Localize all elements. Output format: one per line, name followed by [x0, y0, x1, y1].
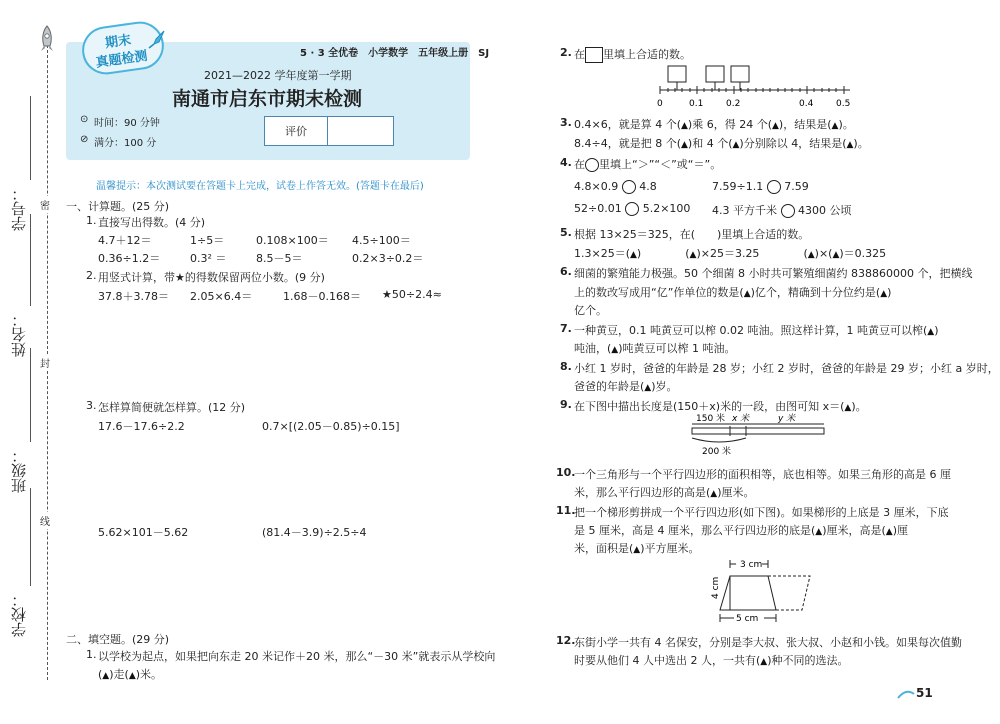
r-q10-line1: 一个三角形与一个平行四边形的面积相等，底也相等。如果三角形的高是 6 厘: [574, 468, 951, 481]
class-line: [30, 348, 31, 442]
r-q4-text: 在 里填上“＞”“＜”或“＝”。: [574, 158, 722, 171]
calc-item: 0.7×[(2.05－0.85)÷0.15]: [262, 420, 400, 433]
calc-item: 0.2×3÷0.2＝: [352, 252, 424, 265]
calc-item: 5.62×101－5.62: [98, 526, 189, 539]
calc-item: 8.5－5＝: [256, 252, 303, 265]
calc-item: ★50÷2.4≈: [382, 288, 442, 301]
trap-label-top: 3 cm: [740, 560, 763, 570]
calc-item: 4.5÷100＝: [352, 234, 411, 247]
compare-item: 7.59÷1.1 7.59: [712, 180, 809, 193]
r-q6-line1: 细菌的繁殖能力极强。50 个细菌 8 小时共可繁殖细菌约 838860000 个，把横线: [574, 267, 973, 280]
label-student-id: 学号：: [10, 186, 28, 231]
tick-label: 0.5: [836, 99, 851, 109]
rocket-icon: [38, 24, 56, 54]
calc-item: 0.108×100＝: [256, 234, 329, 247]
r-q10-line2: 米，那么平行四边形的高是(▲)厘米。: [574, 486, 755, 499]
r-q12-number: 12.: [556, 634, 576, 647]
tick-label: 0.4: [799, 99, 814, 109]
name-line: [30, 214, 31, 306]
binding-char-mi: 密: [40, 196, 50, 213]
exam-time: 时间：90 分钟: [94, 118, 160, 129]
trapezoid-diagram: [706, 556, 816, 628]
evaluation-label: 评价: [285, 125, 307, 138]
check-icon: ⊘: [80, 134, 89, 145]
calc-item: 1÷5＝: [190, 234, 225, 247]
q3-text: 怎样算简便就怎样算。(12 分): [98, 401, 246, 414]
r-q4-number: 4.: [560, 156, 572, 169]
label-name: 姓名：: [10, 312, 28, 357]
r-q5-items: 1.3×25＝(▲) (▲)×25＝3.25 (▲)×(▲)＝0.325: [574, 247, 887, 260]
r-q7-line1: 一种黄豆，0.1 吨黄豆可以榨 0.02 吨油。照这样计算，1 吨黄豆可以榨(▲): [574, 324, 939, 337]
tick-label: 0: [657, 99, 663, 109]
calc-item: (81.4－3.9)÷2.5÷4: [262, 526, 367, 539]
seg-label-200: 200 米: [702, 447, 732, 457]
badge-line2: 真题检测: [94, 48, 149, 71]
r-q6-number: 6.: [560, 265, 572, 278]
r-q7-line2: 吨油，(▲)吨黄豆可以榨 1 吨油。: [574, 342, 736, 355]
number-line-diagram: [654, 64, 854, 110]
r-q3-line1: 0.4×6，就是算 4 个(▲)乘 6，得 24 个(▲)，结果是(▲)。: [574, 118, 854, 131]
r-q11-line3: 米，面积是(▲)平方厘米。: [574, 542, 700, 555]
calc-item: 2.05×6.4＝: [190, 290, 253, 303]
q3-number: 3.: [86, 399, 97, 412]
r-q8-number: 8.: [560, 360, 572, 373]
label-school: 学校：: [10, 592, 28, 637]
seg-label-y: y 米: [778, 414, 796, 424]
compare-item: 52÷0.01 5.2×100: [574, 202, 691, 215]
circle-icon: [585, 158, 599, 172]
r-q11-number: 11.: [556, 504, 576, 517]
s2q1-line1: 以学校为起点，如果把向东走 20 米记作＋20 米，那么“－30 米”就表示从学校向: [98, 650, 496, 663]
r-q2-number: 2.: [560, 46, 572, 59]
r-q2-text: 在 里填上合适的数。: [574, 48, 691, 61]
label-class: 班级：: [10, 448, 28, 493]
calc-item: 0.3² ＝: [190, 252, 227, 265]
r-q6-line3: 亿个。: [574, 304, 607, 317]
calc-item: 4.7＋12＝: [98, 234, 152, 247]
r-q8-line2: 爸爸的年龄是(▲)岁。: [574, 380, 678, 393]
r-q10-number: 10.: [556, 466, 576, 479]
page-decoration-icon: [896, 686, 916, 700]
series-label: 5 · 3 全优卷 小学数学 五年级上册 SJ: [300, 48, 490, 59]
r-q12-line1: 东街小学一共有 4 名保安，分别是李大叔、张大叔、小赵和小钱。如果每次值勤: [574, 636, 962, 649]
page-number: 51: [916, 686, 933, 700]
exam-title: 南通市启东市期末检测: [172, 88, 363, 110]
tip-text: 温馨提示：本次测试要在答题卡上完成，试卷上作答无效。(答题卡在最后): [96, 181, 424, 192]
q2-text: 用竖式计算，带★的得数保留两位小数。(9 分): [98, 271, 325, 284]
r-q9-number: 9.: [560, 398, 572, 411]
seg-label-x: x 米: [732, 414, 750, 424]
rocket-badge-icon: [146, 28, 168, 50]
q1-number: 1.: [86, 214, 97, 227]
r-q7-number: 7.: [560, 322, 572, 335]
s2q1-number: 1.: [86, 648, 97, 661]
section1-title: 一、计算题。(25 分): [66, 200, 170, 213]
q1-text: 直接写出得数。(4 分): [98, 216, 206, 229]
compare-item: 4.8×0.9 4.8: [574, 180, 657, 193]
calc-item: 1.68－0.168＝: [283, 290, 361, 303]
section2-title: 二、填空题。(29 分): [66, 633, 170, 646]
term-label: 2021—2022 学年度第一学期: [204, 69, 352, 82]
trap-label-bottom: 5 cm: [736, 614, 759, 624]
r-q3-number: 3.: [560, 116, 572, 129]
r-q6-line2: 上的数改写成用“亿”作单位的数是(▲)亿个，精确到十分位约是(▲): [574, 286, 892, 299]
square-icon: [585, 47, 603, 63]
compare-item: 4.3 平方千米 4300 公顷: [712, 204, 852, 217]
student-id-line: [30, 96, 31, 180]
r-q9-text: 在下图中描出长度是(150＋x)米的一段，由图可知 x＝(▲)。: [574, 400, 867, 413]
r-q5-number: 5.: [560, 226, 572, 239]
tick-label: 0.1: [689, 99, 704, 109]
exam-score: 满分：100 分: [94, 138, 157, 149]
binding-char-feng: 封: [40, 354, 50, 371]
calc-item: 0.36÷1.2＝: [98, 252, 161, 265]
trap-label-height: 4 cm: [711, 576, 721, 599]
evaluation-box: [264, 116, 394, 146]
badge-line1: 期末: [104, 32, 133, 52]
s2q1-line2: (▲)走(▲)米。: [98, 668, 163, 681]
calc-item: 37.8＋3.78＝: [98, 290, 169, 303]
school-line: [30, 488, 31, 586]
r-q11-line1: 把一个梯形剪拼成一个平行四边形(如下图)。如果梯形的上底是 3 厘米，下底: [574, 506, 949, 519]
calc-item: 17.6－17.6÷2.2: [98, 420, 185, 433]
r-q3-line2: 8.4÷4，就是把 8 个(▲)和 4 个(▲)分别除以 4，结果是(▲)。: [574, 137, 869, 150]
r-q11-line2: 是 5 厘米，高是 4 厘米，那么平行四边形的底是(▲)厘米，高是(▲)厘: [574, 524, 909, 537]
binding-char-xian: 线: [40, 512, 50, 529]
r-q12-line2: 时要从他们 4 人中选出 2 人，一共有(▲)种不同的选法。: [574, 654, 849, 667]
seg-label-150: 150 米: [696, 414, 726, 424]
clock-icon: ⊙: [80, 114, 89, 125]
q2-number: 2.: [86, 269, 97, 282]
r-q5-text: 根据 13×25＝325，在( )里填上合适的数。: [574, 228, 810, 241]
tick-label: 0.2: [726, 99, 741, 109]
segment-diagram: [686, 410, 830, 458]
r-q8-line1: 小红 1 岁时，爸爸的年龄是 28 岁；小红 2 岁时，爸爸的年龄是 29 岁；小红 a 岁时，: [574, 362, 999, 375]
